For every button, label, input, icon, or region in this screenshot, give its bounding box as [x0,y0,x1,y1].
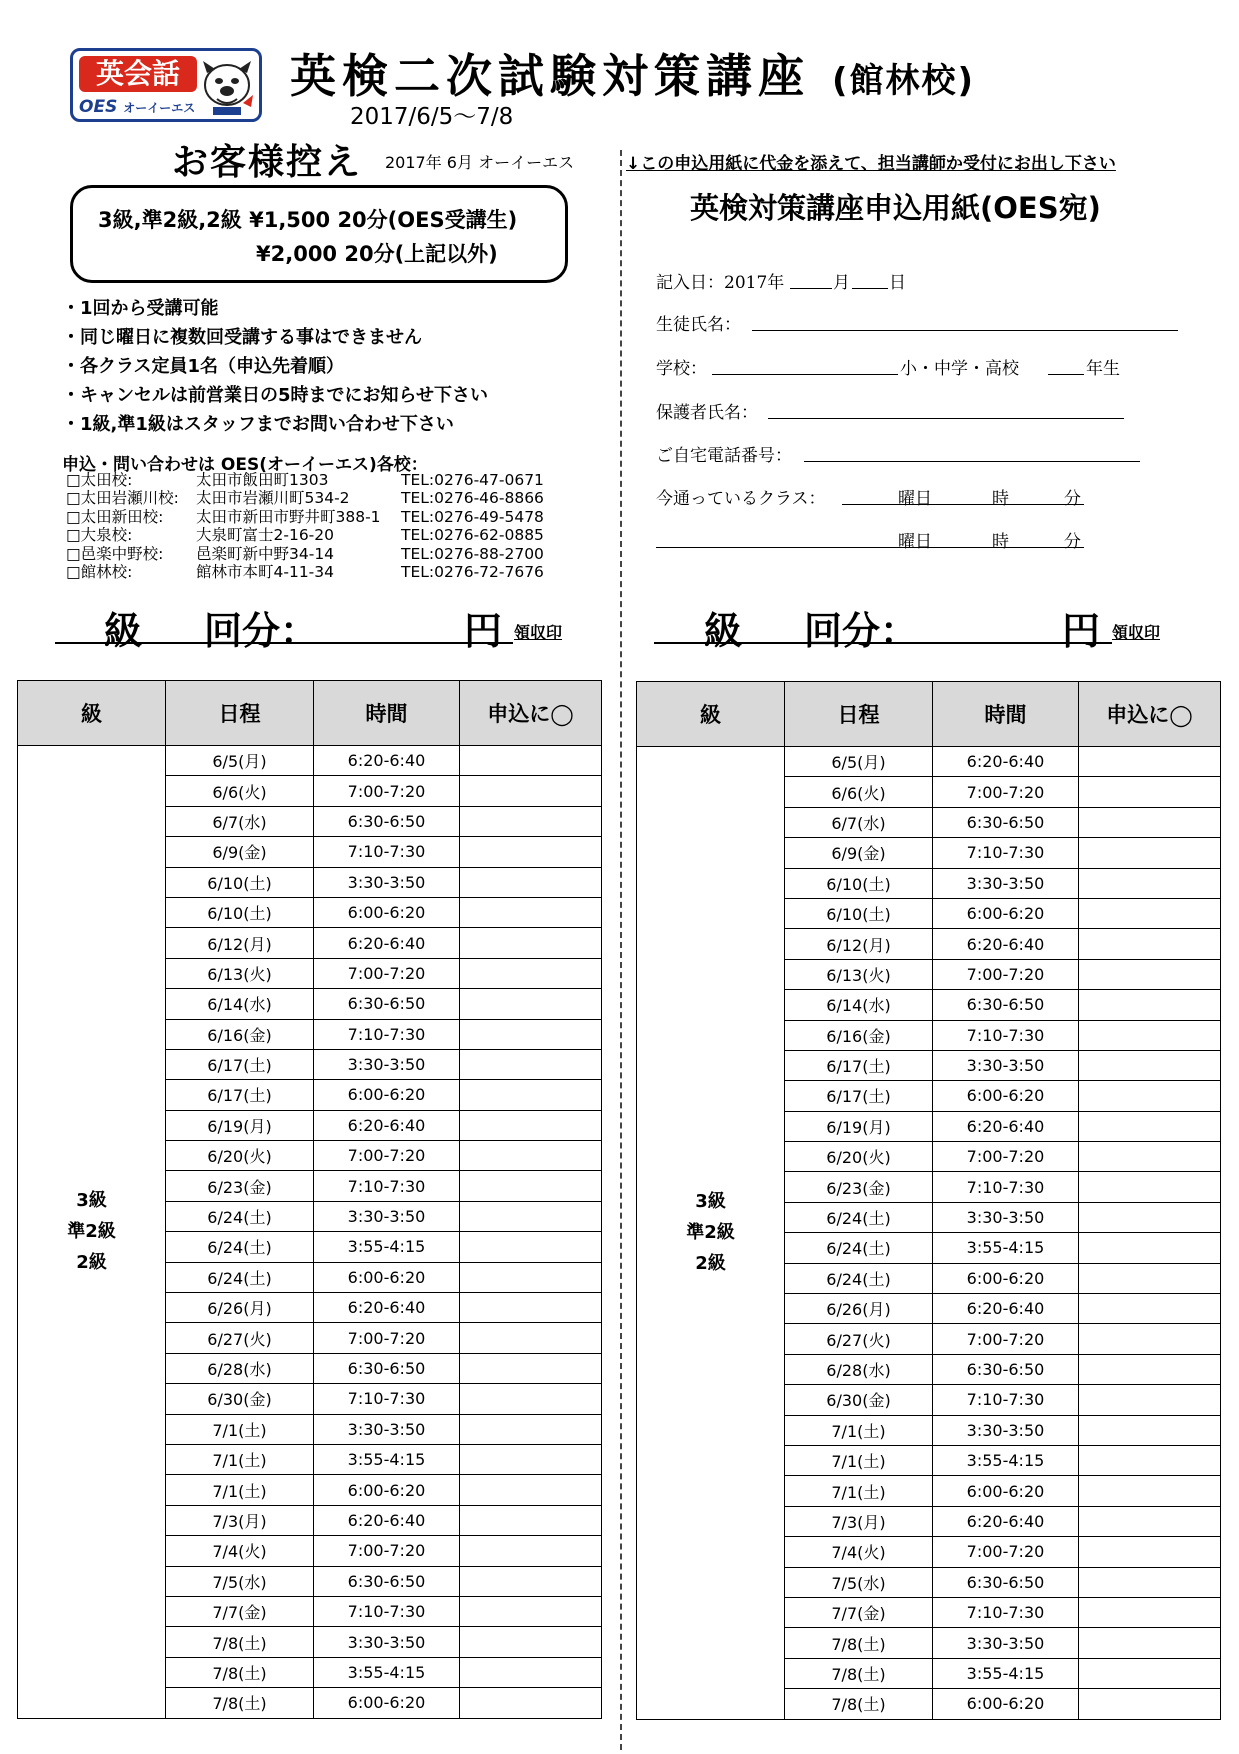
note-item: ・同じ曜日に複数回受講する事はできません [62,327,422,348]
school-tel: TEL:0276-88-2700 [401,544,544,563]
time-cell: 6:00-6:20 [314,1262,460,1292]
date-cell: 6/19(月) [785,1111,933,1141]
time-cell: 3:30-3:50 [314,1201,460,1231]
receipt-grade-left: 級 [104,609,143,653]
time-cell: 3:55-4:15 [314,1657,460,1687]
receipt-stamp-right: 領収印 [1112,623,1161,642]
apply-checkbox-cell[interactable] [1079,1415,1221,1445]
date-cell: 6/10(土) [166,897,314,927]
date-cell: 6/9(金) [785,838,933,868]
date-cell: 7/5(水) [166,1566,314,1596]
time-cell: 6:00-6:20 [314,897,460,927]
school-tel: TEL:0276-62-0885 [401,526,544,545]
time-cell: 6:30-6:50 [314,989,460,1019]
grade-label: 3級 [695,1191,726,1213]
date-cell: 6/23(金) [166,1171,314,1201]
form-title: 英検対策講座申込用紙(OES宛) [690,191,1101,225]
course-dates: 2017/6/5〜7/8 [350,104,514,130]
school-name: □太田校: [66,471,133,489]
time-cell: 6:20-6:40 [933,1111,1079,1141]
time-cell: 6:30-6:50 [933,807,1079,837]
time-cell: 3:55-4:15 [933,1658,1079,1688]
date-cell: 6/17(土) [785,1081,933,1111]
apply-checkbox-cell[interactable] [1079,1081,1221,1111]
time-cell: 6:20-6:40 [314,746,460,776]
apply-checkbox-cell[interactable] [1079,898,1221,928]
apply-checkbox-cell[interactable] [460,1049,602,1079]
apply-checkbox-cell[interactable] [460,1353,602,1383]
time-cell: 7:10-7:30 [314,837,460,867]
apply-checkbox-cell[interactable] [460,1141,602,1171]
date-cell: 6/6(火) [166,776,314,806]
time-cell: 6:00-6:20 [314,1688,460,1718]
month-label: 月 [833,273,850,293]
apply-checkbox-cell[interactable] [460,1232,602,1262]
customer-copy-title: お客様控え [172,142,363,183]
school-address: 太田市飯田町1303 [196,471,329,489]
date-cell: 7/7(金) [166,1596,314,1626]
apply-checkbox-cell[interactable] [460,1262,602,1292]
note-item: ・キャンセルは前営業日の5時までにお知らせ下さい [62,385,488,406]
apply-checkbox-cell[interactable] [460,1536,602,1566]
date-cell: 7/1(土) [166,1475,314,1505]
grade-cell [637,747,785,1720]
apply-checkbox-cell[interactable] [1079,1294,1221,1324]
school-tel: TEL:0276-72-7676 [401,562,544,581]
date-cell: 6/6(火) [785,777,933,807]
school-name: □太田新田校: [66,507,164,526]
time-cell: 6:20-6:40 [314,1293,460,1323]
phone-field[interactable] [804,461,1140,462]
price-line-2: ¥2,000 20分(上記以外) [256,242,498,266]
class-label: 今通っているクラス： [656,489,826,509]
date-cell: 6/20(火) [166,1141,314,1171]
date-cell: 7/7(金) [785,1597,933,1627]
apply-checkbox-cell[interactable] [1079,838,1221,868]
price-box [70,185,568,283]
cut-line [620,150,622,1750]
apply-checkbox-cell[interactable] [460,1323,602,1353]
time-cell: 7:00-7:20 [933,1324,1079,1354]
logo-oes: OES [79,97,118,117]
date-cell: 6/7(水) [785,807,933,837]
form-instruction: ↓この申込用紙に代金を添えて、担当講師か受付にお出し下さい [626,154,1116,174]
class-field-2[interactable] [656,547,1084,548]
apply-checkbox-cell[interactable] [1079,1354,1221,1384]
date-cell: 7/1(土) [166,1414,314,1444]
date-cell: 7/8(土) [166,1627,314,1657]
school-address: 館林市本町4-11-34 [196,562,334,581]
grade-label: 3級 [76,1190,107,1212]
date-cell: 6/14(水) [166,989,314,1019]
date-cell: 7/8(土) [785,1689,933,1719]
table-row [18,746,602,776]
time-cell: 7:10-7:30 [314,1019,460,1049]
date-label: 記入日：2017年 [656,273,785,293]
time-cell: 7:10-7:30 [314,1596,460,1626]
time-cell: 6:00-6:20 [933,898,1079,928]
time-cell: 7:10-7:30 [933,1385,1079,1415]
day-field[interactable] [852,288,888,289]
time-cell: 6:30-6:50 [314,806,460,836]
time-cell: 6:00-6:20 [933,1081,1079,1111]
school-label: 学校： [656,359,707,379]
class-hour-2: 時 [992,532,1009,552]
date-cell: 6/13(火) [166,958,314,988]
date-cell: 6/13(火) [785,959,933,989]
school-types: 小・中学・高校 [900,359,1019,379]
apply-checkbox-cell[interactable] [1079,1385,1221,1415]
student-name-field[interactable] [752,330,1178,331]
apply-checkbox-cell[interactable] [1079,1506,1221,1536]
date-cell: 7/8(土) [785,1658,933,1688]
time-cell: 7:00-7:20 [314,1536,460,1566]
receipt-yen-left: 円 [464,609,503,653]
date-cell: 7/4(火) [785,1537,933,1567]
date-cell: 6/7(水) [166,806,314,836]
time-cell: 6:00-6:20 [933,1476,1079,1506]
class-minute-2: 分 [1064,532,1081,552]
title-main: 英検二次試験対策講座 [290,49,810,103]
guardian-name-label: 保護者氏名： [656,403,758,423]
date-cell: 6/28(水) [785,1354,933,1384]
school-address: 邑楽町新中野34-14 [196,544,335,563]
oes-logo [70,48,262,122]
apply-checkbox-cell[interactable] [460,1566,602,1596]
apply-checkbox-cell[interactable] [460,1171,602,1201]
time-cell: 6:20-6:40 [933,929,1079,959]
date-cell: 6/10(土) [166,867,314,897]
column-header: 日程 [785,682,933,747]
notes-list [62,294,488,439]
time-cell: 3:30-3:50 [933,1202,1079,1232]
apply-checkbox-cell[interactable] [1079,1111,1221,1141]
date-cell: 6/20(火) [785,1142,933,1172]
time-cell: 6:00-6:20 [933,1263,1079,1293]
apply-checkbox-cell[interactable] [460,1688,602,1718]
apply-checkbox-cell[interactable] [1079,1597,1221,1627]
apply-checkbox-cell[interactable] [460,1293,602,1323]
school-name: □太田岩瀬川校: [66,489,179,508]
customer-copy-meta: 2017年 6月 オーイーエス [385,153,575,172]
phone-label: ご自宅電話番号： [656,446,792,466]
date-cell: 6/14(水) [785,990,933,1020]
apply-checkbox-cell[interactable] [460,989,602,1019]
note-item: ・各クラス定員1名（申込先着順） [62,356,344,377]
price-line-1: 3級,準2級,2級 ¥1,500 20分(OES受講生) [98,208,518,232]
apply-checkbox-cell[interactable] [460,1444,602,1474]
apply-checkbox-cell[interactable] [460,746,602,776]
grade-label: 2級 [76,1252,107,1274]
receipt-stamp-left: 領収印 [514,623,563,642]
apply-checkbox-cell[interactable] [460,837,602,867]
time-cell: 3:30-3:50 [314,1627,460,1657]
apply-checkbox-cell[interactable] [1079,1689,1221,1719]
time-cell: 3:30-3:50 [933,868,1079,898]
time-cell: 6:20-6:40 [933,1506,1079,1536]
date-cell: 6/30(金) [166,1384,314,1414]
time-cell: 6:30-6:50 [933,990,1079,1020]
time-cell: 6:00-6:20 [314,1475,460,1505]
time-cell: 7:00-7:20 [933,1142,1079,1172]
date-cell: 7/8(土) [166,1688,314,1718]
apply-checkbox-cell[interactable] [460,1657,602,1687]
time-cell: 7:10-7:30 [314,1171,460,1201]
school-name: □館林校: [66,562,133,581]
date-cell: 7/8(土) [785,1628,933,1658]
time-cell: 6:20-6:40 [314,928,460,958]
receipt-count-right: 回分： [804,609,919,653]
apply-checkbox-cell[interactable] [460,1475,602,1505]
date-cell: 7/1(土) [785,1415,933,1445]
school-address: 太田市岩瀬川町534-2 [196,489,350,508]
date-cell: 6/19(月) [166,1110,314,1140]
receipt-line-left [55,642,513,644]
month-field[interactable] [790,288,832,289]
column-header: 級 [637,682,785,747]
date-cell: 6/5(月) [166,746,314,776]
time-cell: 7:00-7:20 [314,1323,460,1353]
apply-checkbox-cell[interactable] [460,928,602,958]
school-address: 太田市新田市野井町388-1 [196,507,381,526]
time-cell: 3:55-4:15 [314,1232,460,1262]
apply-checkbox-cell[interactable] [1079,1050,1221,1080]
time-cell: 7:10-7:30 [314,1384,460,1414]
apply-checkbox-cell[interactable] [1079,747,1221,777]
date-cell: 6/12(月) [166,928,314,958]
note-item: ・1級,準1級はスタッフまでお問い合わせ下さい [62,414,454,435]
date-cell: 7/1(土) [166,1444,314,1474]
date-cell: 7/1(土) [785,1476,933,1506]
date-cell: 6/16(金) [785,1020,933,1050]
date-cell: 7/3(月) [785,1506,933,1536]
table-header-row [637,682,1221,747]
date-cell: 6/24(土) [166,1262,314,1292]
logo-main-text: 英会話 [79,56,197,92]
time-cell: 7:10-7:30 [933,838,1079,868]
apply-checkbox-cell[interactable] [460,1414,602,1444]
table-row [637,747,1221,777]
column-header: 申込に◯ [460,681,602,746]
time-cell: 3:55-4:15 [314,1444,460,1474]
time-cell: 7:00-7:20 [933,959,1079,989]
column-header: 時間 [314,681,460,746]
date-cell: 6/26(月) [785,1294,933,1324]
school-name: □大泉校: [66,526,133,545]
apply-checkbox-cell[interactable] [1079,1142,1221,1172]
date-cell: 6/24(土) [785,1233,933,1263]
date-cell: 7/3(月) [166,1505,314,1535]
time-cell: 7:00-7:20 [933,1537,1079,1567]
date-cell: 7/5(水) [785,1567,933,1597]
grade-cell [18,746,166,1719]
apply-checkbox-cell[interactable] [1079,1263,1221,1293]
date-cell: 6/23(金) [785,1172,933,1202]
apply-checkbox-cell[interactable] [460,897,602,927]
date-cell: 6/16(金) [166,1019,314,1049]
apply-checkbox-cell[interactable] [1079,1233,1221,1263]
time-cell: 3:30-3:50 [314,867,460,897]
school-address: 大泉町富士2-16-20 [196,526,334,545]
student-name-label: 生徒氏名： [656,315,741,335]
time-cell: 6:20-6:40 [314,1110,460,1140]
school-tel: TEL:0276-46-8866 [401,489,544,508]
time-cell: 3:30-3:50 [933,1050,1079,1080]
school-year-label: 年生 [1086,359,1120,379]
apply-checkbox-cell[interactable] [1079,1658,1221,1688]
time-cell: 6:00-6:20 [933,1689,1079,1719]
class-field-1[interactable] [842,504,1084,505]
apply-checkbox-cell[interactable] [460,1110,602,1140]
guardian-name-field[interactable] [768,418,1124,419]
class-hour-1: 時 [992,489,1009,509]
date-cell: 6/24(土) [166,1232,314,1262]
apply-checkbox-cell[interactable] [1079,990,1221,1020]
table-header-row [18,681,602,746]
receipt-line-right [654,642,1112,644]
date-cell: 6/12(月) [785,929,933,959]
apply-checkbox-cell[interactable] [1079,1628,1221,1658]
column-header: 申込に◯ [1079,682,1221,747]
apply-checkbox-cell[interactable] [460,958,602,988]
date-cell: 6/10(土) [785,898,933,928]
note-item: ・1回から受講可能 [62,298,219,319]
date-cell: 7/4(火) [166,1536,314,1566]
apply-checkbox-cell[interactable] [1079,1324,1221,1354]
time-cell: 6:20-6:40 [933,747,1079,777]
day-label: 日 [889,273,906,293]
school-name: □邑楽中野校: [66,544,164,563]
apply-checkbox-cell[interactable] [460,806,602,836]
date-cell: 6/27(火) [166,1323,314,1353]
receipt-yen-right: 円 [1062,609,1101,653]
school-name-field[interactable] [712,374,898,375]
column-header: 級 [18,681,166,746]
apply-checkbox-cell[interactable] [1079,1567,1221,1597]
apply-checkbox-cell[interactable] [1079,1172,1221,1202]
date-cell: 7/1(土) [785,1445,933,1475]
date-cell: 6/24(土) [785,1202,933,1232]
apply-checkbox-cell[interactable] [1079,777,1221,807]
apply-checkbox-cell[interactable] [460,1384,602,1414]
apply-checkbox-cell[interactable] [460,1596,602,1626]
title-branch: (館林校) [832,61,976,101]
apply-checkbox-cell[interactable] [460,867,602,897]
apply-checkbox-cell[interactable] [460,1627,602,1657]
date-cell: 6/17(土) [166,1080,314,1110]
apply-checkbox-cell[interactable] [1079,959,1221,989]
grade-label: 準2級 [686,1222,735,1244]
time-cell: 6:20-6:40 [314,1505,460,1535]
date-cell: 6/17(土) [166,1049,314,1079]
time-cell: 7:00-7:20 [314,776,460,806]
apply-checkbox-cell[interactable] [460,1505,602,1535]
apply-checkbox-cell[interactable] [1079,868,1221,898]
apply-checkbox-cell[interactable] [1079,1020,1221,1050]
time-cell: 6:00-6:20 [314,1080,460,1110]
apply-checkbox-cell[interactable] [1079,1476,1221,1506]
column-header: 時間 [933,682,1079,747]
time-cell: 7:10-7:30 [933,1597,1079,1627]
date-cell: 6/30(金) [785,1385,933,1415]
time-cell: 3:55-4:15 [933,1445,1079,1475]
time-cell: 3:30-3:50 [314,1049,460,1079]
date-cell: 6/10(土) [785,868,933,898]
time-cell: 6:30-6:50 [933,1354,1079,1384]
time-cell: 7:00-7:20 [933,777,1079,807]
apply-checkbox-cell[interactable] [1079,1202,1221,1232]
apply-checkbox-cell[interactable] [1079,929,1221,959]
date-cell: 6/5(月) [785,747,933,777]
apply-checkbox-cell[interactable] [1079,1445,1221,1475]
apply-checkbox-cell[interactable] [1079,807,1221,837]
time-cell: 6:30-6:50 [933,1567,1079,1597]
contact-title: 申込・問い合わせは OES(オーイーエス)各校： [62,455,428,475]
time-cell: 6:20-6:40 [933,1294,1079,1324]
schedule-table-customer [17,680,602,1719]
date-cell: 6/27(火) [785,1324,933,1354]
bulldog-mascot-icon [199,55,255,117]
time-cell: 3:30-3:50 [933,1628,1079,1658]
class-weekday-1: 曜日 [898,489,932,509]
apply-checkbox-cell[interactable] [1079,1537,1221,1567]
date-cell: 7/8(土) [166,1657,314,1687]
date-cell: 6/9(金) [166,837,314,867]
school-tel: TEL:0276-49-5478 [401,507,544,526]
receipt-count-left: 回分： [204,609,319,653]
receipt-grade-right: 級 [704,609,743,653]
time-cell: 3:30-3:50 [933,1415,1079,1445]
column-header: 日程 [166,681,314,746]
date-cell: 6/28(水) [166,1353,314,1383]
date-cell: 6/24(土) [166,1201,314,1231]
apply-checkbox-cell[interactable] [460,1201,602,1231]
time-cell: 7:00-7:20 [314,1141,460,1171]
logo-sub-text [79,97,219,117]
date-cell: 6/26(月) [166,1293,314,1323]
school-year-field[interactable] [1048,374,1084,375]
apply-checkbox-cell[interactable] [460,1019,602,1049]
grade-label: 準2級 [67,1221,116,1243]
time-cell: 6:30-6:50 [314,1353,460,1383]
time-cell: 3:30-3:50 [314,1414,460,1444]
class-minute-1: 分 [1064,489,1081,509]
time-cell: 6:30-6:50 [314,1566,460,1596]
logo-kana: オーイーエス [123,101,196,115]
apply-checkbox-cell[interactable] [460,776,602,806]
time-cell: 7:10-7:30 [933,1172,1079,1202]
time-cell: 7:10-7:30 [933,1020,1079,1050]
time-cell: 7:00-7:20 [314,958,460,988]
date-cell: 6/17(土) [785,1050,933,1080]
time-cell: 3:55-4:15 [933,1233,1079,1263]
class-weekday-2: 曜日 [898,532,932,552]
apply-checkbox-cell[interactable] [460,1080,602,1110]
page-title [290,40,975,106]
grade-label: 2級 [695,1253,726,1275]
date-cell: 6/24(土) [785,1263,933,1293]
schedule-table-application [636,681,1221,1720]
school-tel: TEL:0276-47-0671 [401,471,544,489]
